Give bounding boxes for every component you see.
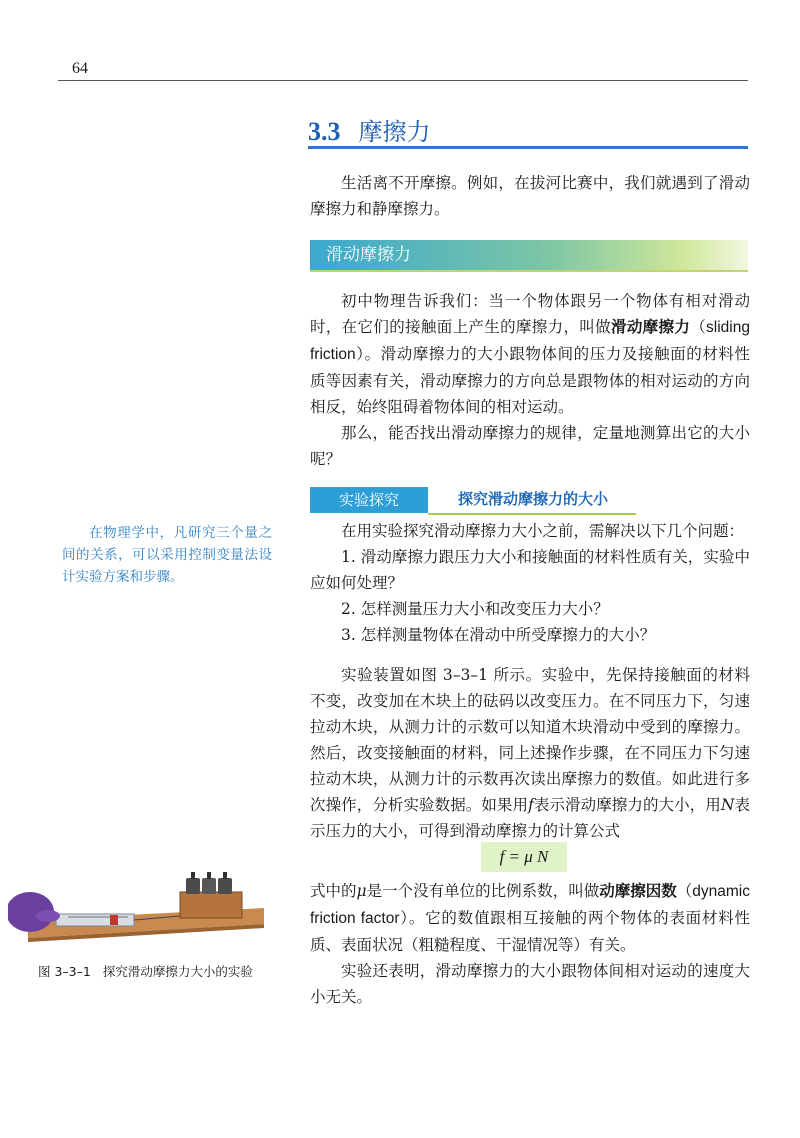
- experiment-title: 探究滑动摩擦力的大小: [458, 490, 609, 508]
- section-title: [308, 112, 431, 147]
- paragraph-question: 那么，能否找出滑动摩擦力的规律，定量地测算出它的大小呢？: [310, 424, 750, 468]
- experiment-lead: 在用实验探究滑动摩擦力大小之前，需解决以下几个问题：: [341, 522, 745, 540]
- experiment-question-2: 2. 怎样测量压力大小和改变压力大小？: [341, 600, 609, 618]
- figure-number: 图 3–3–1: [38, 964, 91, 979]
- page-number: 64: [72, 60, 88, 77]
- subsection-title: 滑动摩擦力: [326, 245, 411, 265]
- subsection-rule: [310, 270, 748, 272]
- term-dynamic-friction-factor: 动摩擦因数: [599, 882, 677, 900]
- symbol-f: f: [528, 796, 534, 814]
- figure-caption: [38, 962, 253, 980]
- experiment-title-rule: [428, 513, 636, 515]
- section-number: 3.3: [308, 117, 341, 146]
- experiment-questions: [310, 518, 750, 648]
- paragraph-sliding-friction: 初中物理告诉我们：当一个物体跟另一个物体有相对滑动时，在它们的接触面上产生的摩擦力，叫做滑动摩擦力（sliding friction）。滑动摩擦力的大小跟物体间的压力及接触面的材料性质等因素有关，滑动摩擦力的方向总是跟物体的相对运动的方向相反，始终阻碍着物体间的相对运动。 那么，能否找出滑动摩擦力的规律，定量地测算出它的大小呢？: [310, 288, 750, 472]
- experiment-question-3: 3. 怎样测量物体在滑动中所受摩擦力的大小？: [341, 626, 656, 644]
- formula-box: f = μ N: [481, 842, 567, 872]
- subsection-banner: [310, 240, 748, 270]
- intro-paragraph: 生活离不开摩擦。例如，在拔河比赛中，我们就遇到了滑动摩擦力和静摩擦力。: [310, 174, 750, 218]
- term-dynamic-friction-factor-en: （dynamic friction factor）: [310, 883, 750, 927]
- paragraph-conclusion: 实验还表明，滑动摩擦力的大小跟物体间相对运动的速度大小无关。: [310, 962, 750, 1006]
- header-rule: [58, 80, 748, 81]
- experiment-tag: 实验探究: [310, 487, 428, 513]
- term-sliding-friction: 滑动摩擦力: [610, 318, 691, 336]
- paragraph-experiment-setup: 实验装置如图 3–3–1 所示。实验中，先保持接触面的材料不变，改变加在木块上的砝码以改变压力。在不同压力下，匀速拉动木块，从测力计的示数可以知道木块滑动中受到的摩擦力。然后，改变接触面的材料，同上述操作步骤，在不同压力下匀速拉动木块，从测力计的示数再次读出摩擦力的数值。如此进行多次操作，分析实验数据。如果用f表示滑动摩擦力的大小，用N表示压力的大小，可得到滑动摩擦力的计算公式: [310, 666, 750, 840]
- symbol-N: N: [720, 796, 735, 814]
- experiment-photo: [8, 862, 266, 958]
- section-title-text: 摩擦力: [358, 118, 431, 146]
- paragraph-coefficient: 式中的μ是一个没有单位的比例系数，叫做动摩擦因数（dynamic friction factor）。它的数值跟相互接触的两个物体的表面材料性质、表面状况（粗糙程度、干湿情况等）有关。 实验还表明，滑动摩擦力的大小跟物体间相对运动的速度大小无关。: [310, 878, 750, 1010]
- sidenote: 在物理学中，凡研究三个量之间的关系，可以采用控制变量法设计实验方案和步骤。: [62, 525, 272, 585]
- term-sliding-friction-en: （sliding friction）: [310, 319, 750, 363]
- experiment-question-1: 1. 滑动摩擦力跟压力大小和接触面的材料性质有关，实验中应如何处理？: [310, 548, 750, 592]
- figure-caption-text: 探究滑动摩擦力大小的实验: [102, 964, 253, 979]
- symbol-mu: μ: [356, 882, 367, 900]
- section-title-rule: [308, 146, 748, 149]
